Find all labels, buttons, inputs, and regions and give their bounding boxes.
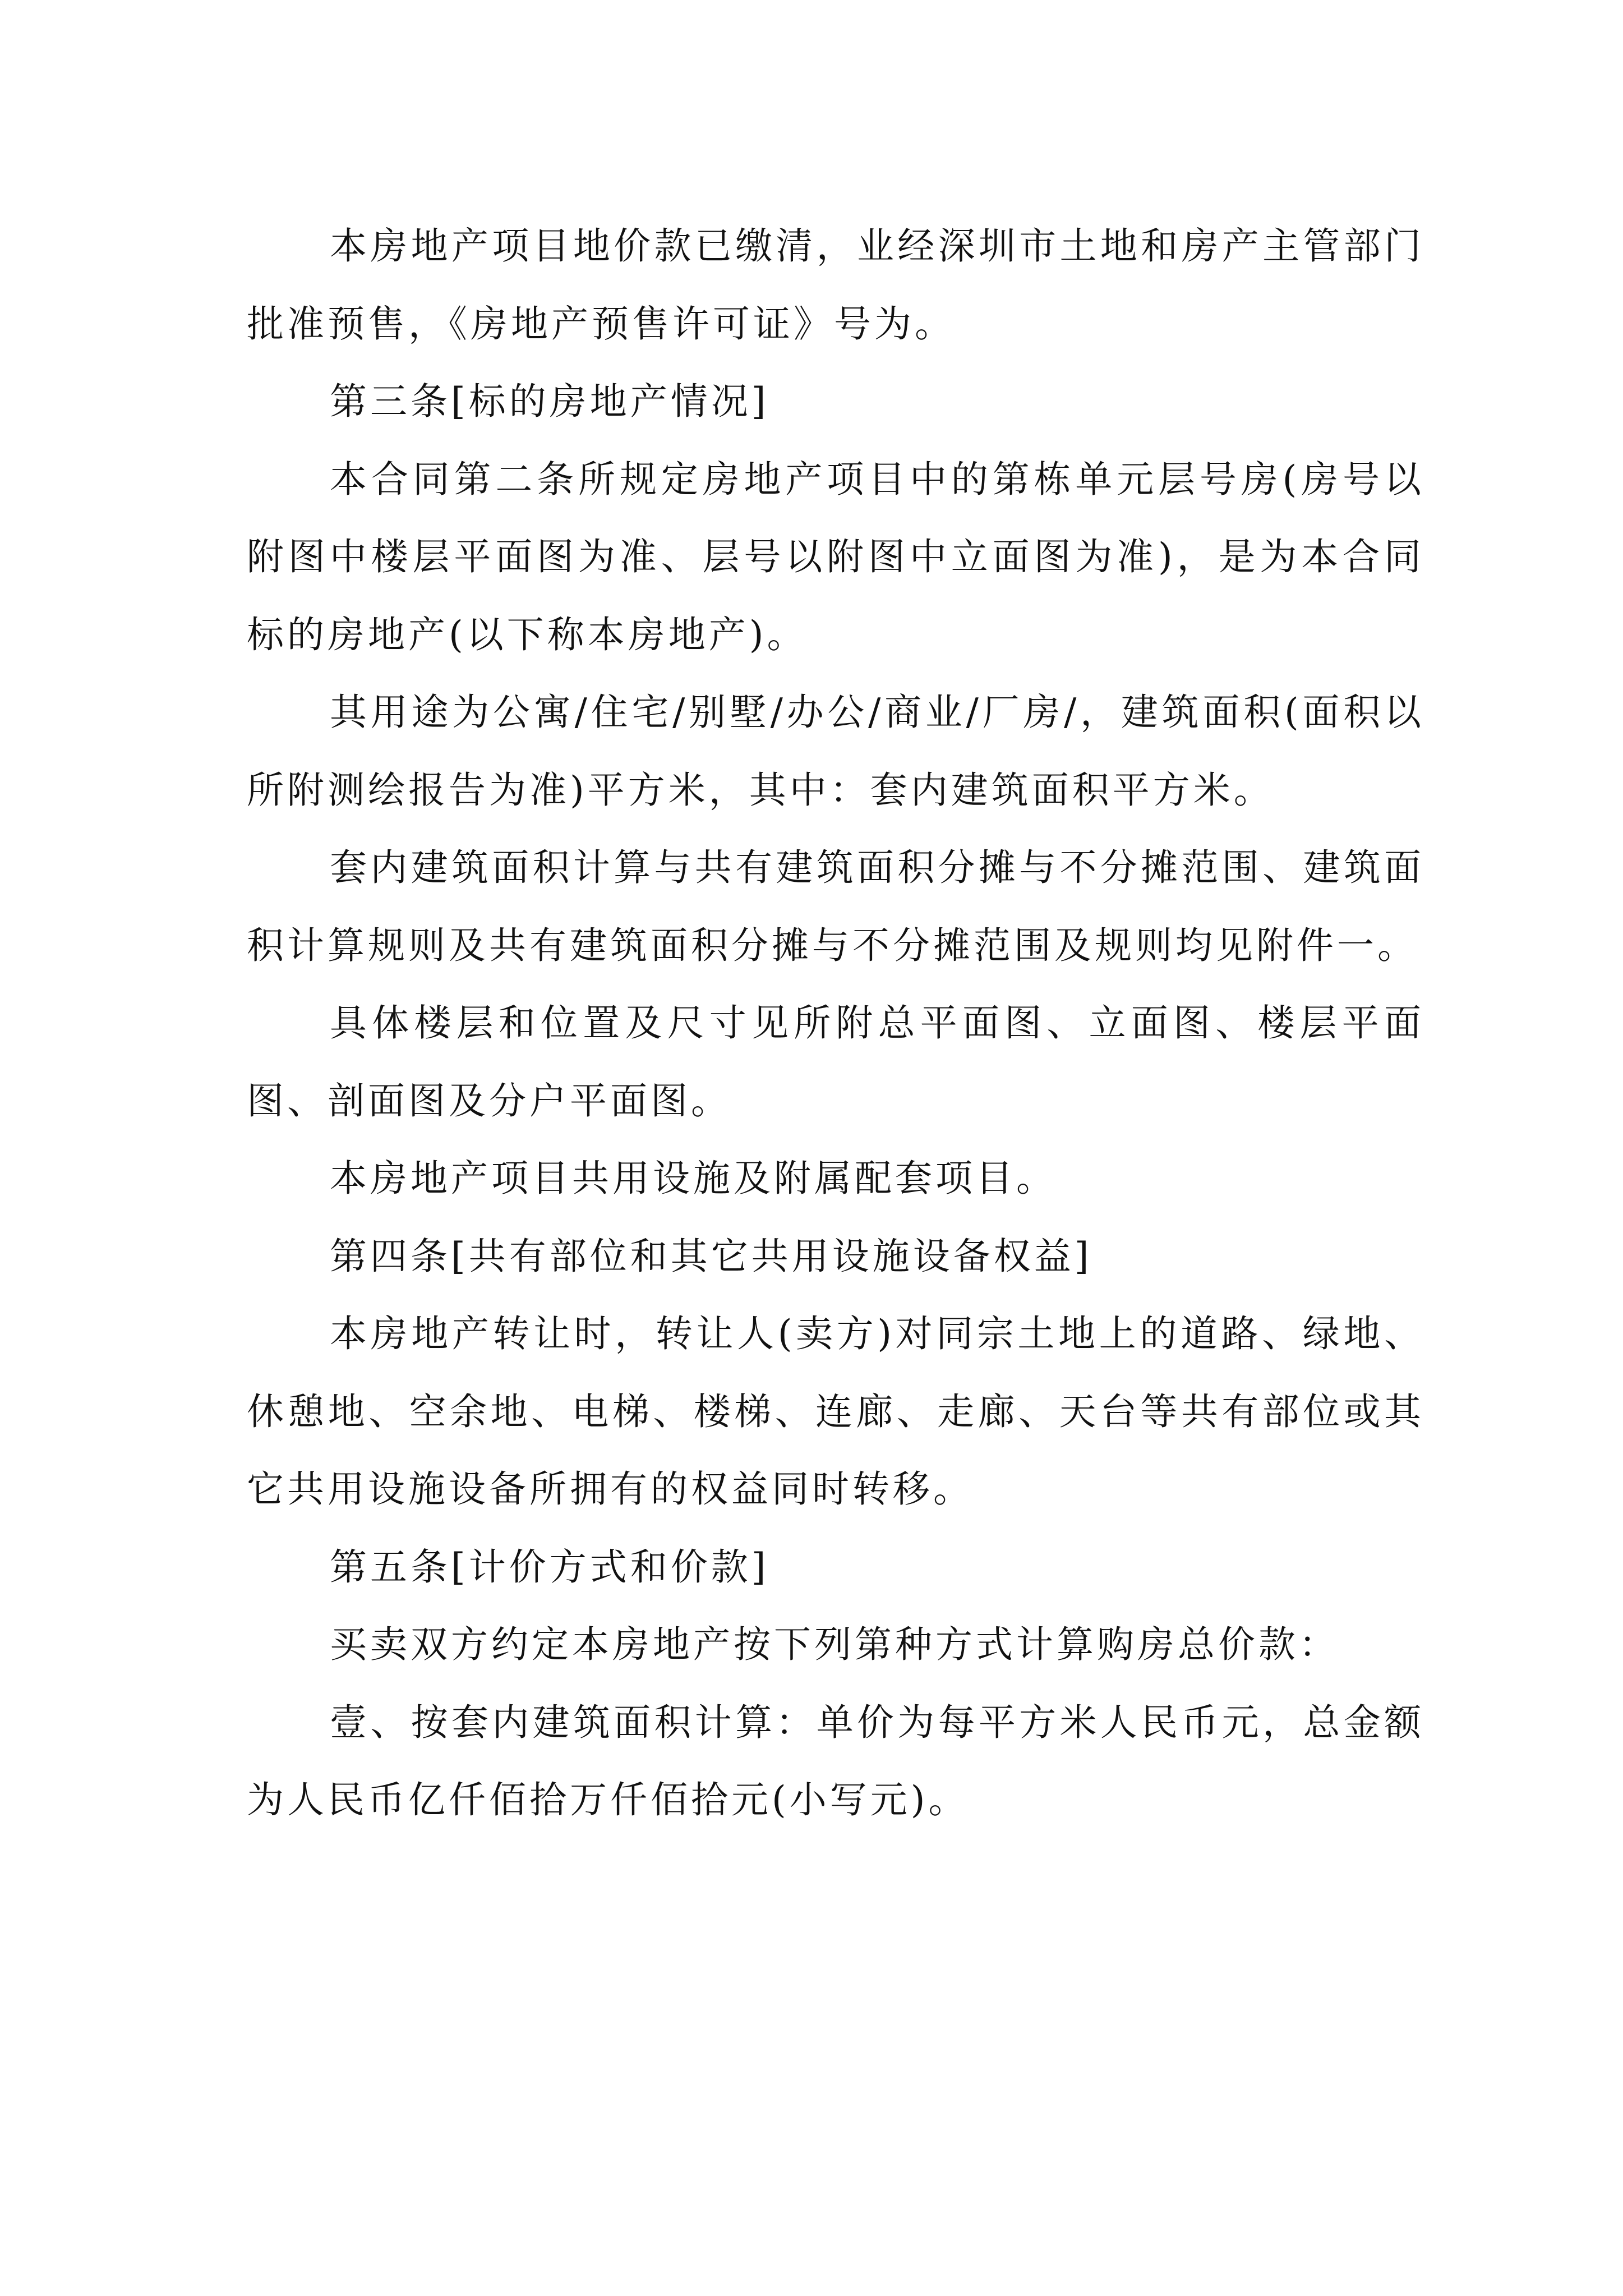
paragraph-facilities: 本房地产项目共用设施及附属配套项目。	[330, 1157, 1057, 1200]
paragraph-land-price: 本房地产项目地价款已缴清，业经深圳市土地和房产主管部门批准预售，《房地产预售许可证》号为。	[247, 224, 1424, 346]
paragraph-usage-area: 其用途为公寓/住宅/别墅/办公/商业/厂房/，建筑面积(面积以所附测绘报告为准)平方米，其中：套内建筑面积平方米。	[247, 691, 1424, 812]
document-body	[247, 208, 1424, 1839]
paragraph-floor-plans: 具体楼层和位置及尺寸见所附总平面图、立面图、楼层平面图、剖面图及分户平面图。	[247, 1001, 1424, 1122]
paragraph-shared-rights: 本房地产转让时，转让人(卖方)对同宗土地上的道路、绿地、休憩地、空余地、电梯、楼梯、连廊、走廊、天台等共有部位或其它共用设施设备所拥有的权益同时转移。	[247, 1312, 1424, 1511]
paragraph-property-unit: 本合同第二条所规定房地产项目中的第栋单元层号房(房号以附图中楼层平面图为准、层号以附图中立面图为准)，是为本合同标的房地产(以下称本房地产)。	[247, 457, 1424, 656]
paragraph-pricing-option-1: 壹、按套内建筑面积计算：单价为每平方米人民币元，总金额为人民币亿仟佰拾万仟佰拾元(小写元)。	[247, 1700, 1424, 1821]
heading-article-3: 第三条[标的房地产情况]	[330, 380, 769, 423]
heading-article-4: 第四条[共有部位和其它共用设施设备权益]	[330, 1234, 1092, 1278]
paragraph-pricing-method: 买卖双方约定本房地产按下列第种方式计算购房总价款：	[330, 1623, 1339, 1666]
heading-article-5: 第五条[计价方式和价款]	[330, 1545, 769, 1589]
paragraph-area-rules: 套内建筑面积计算与共有建筑面积分摊与不分摊范围、建筑面积计算规则及共有建筑面积分摊与不分摊范围及规则均见附件一。	[247, 846, 1424, 967]
